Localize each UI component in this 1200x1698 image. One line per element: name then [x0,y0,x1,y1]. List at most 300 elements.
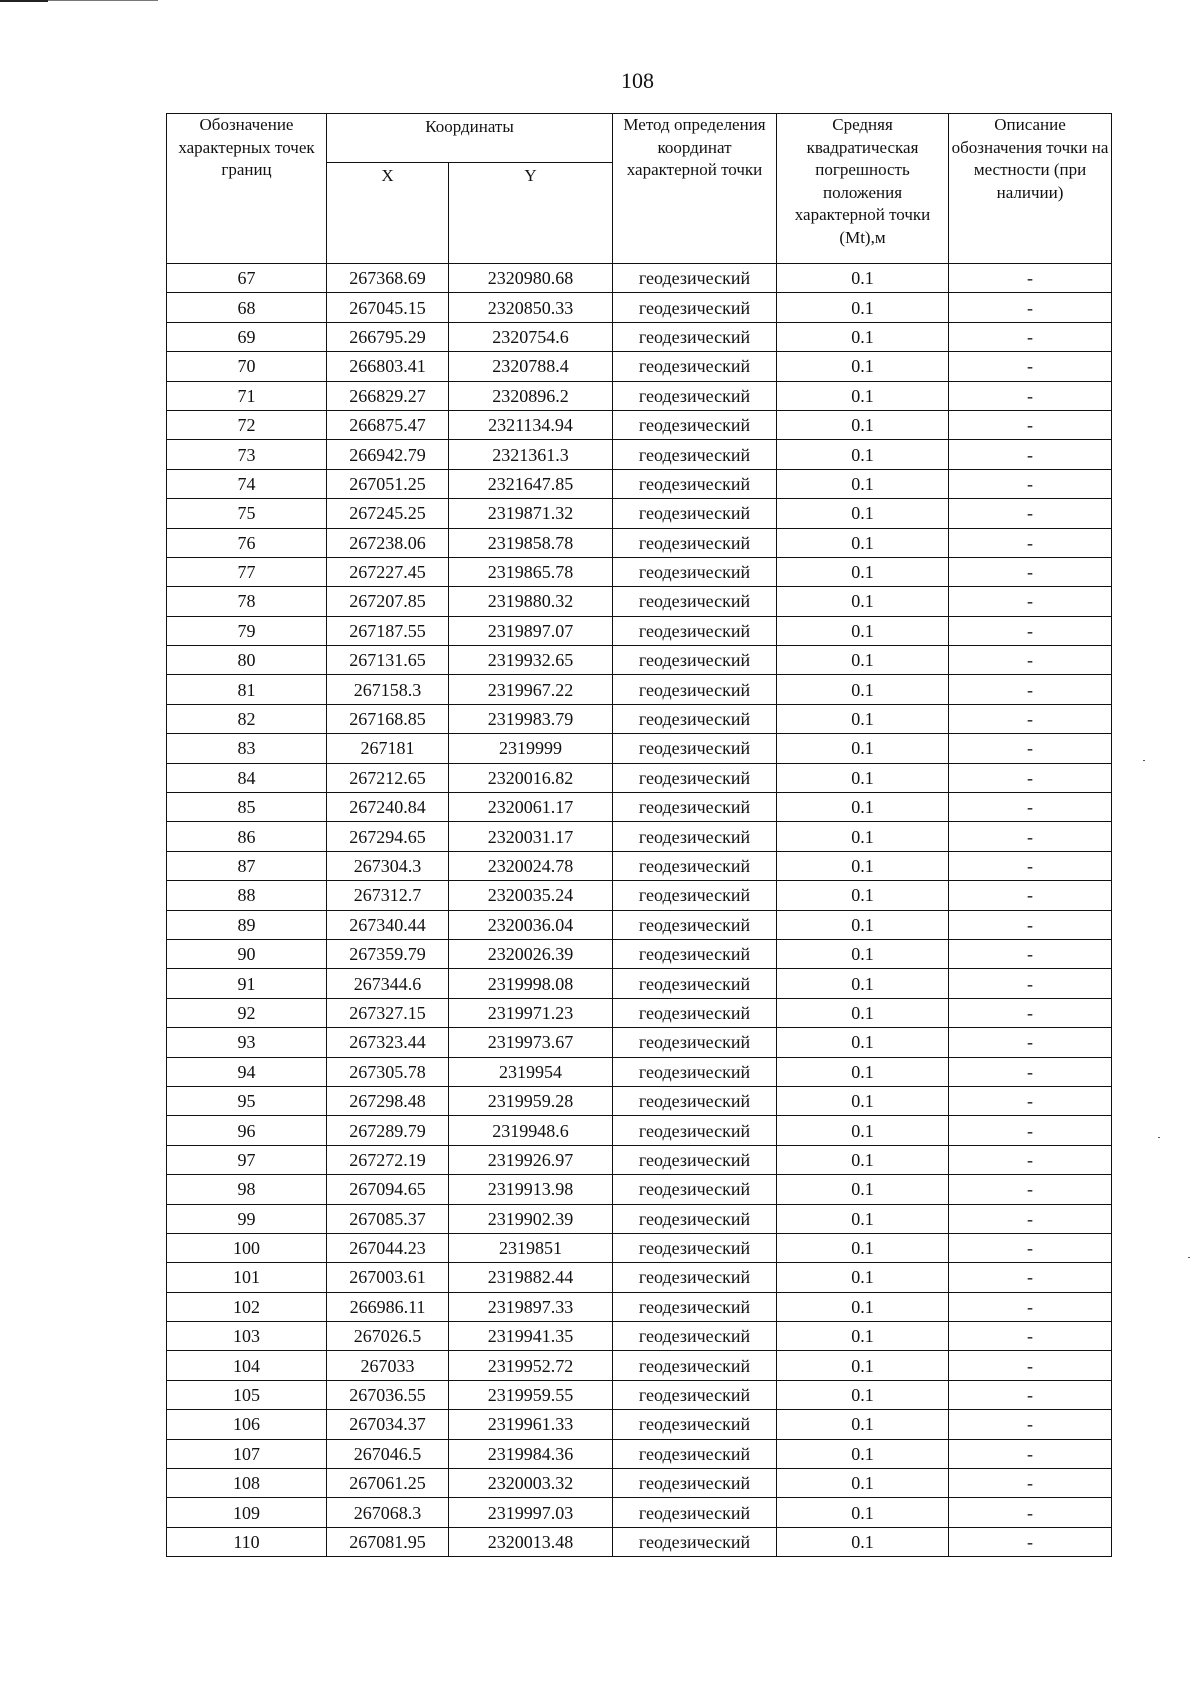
table-row [167,1351,1112,1380]
cell-x: 267085.37 [327,1204,449,1233]
cell-x: 267044.23 [327,1233,449,1262]
cell-y: 2319851 [449,1233,613,1262]
cell-method: геодезический [613,1057,777,1086]
table-row [167,910,1112,939]
cell-error: 0.1 [777,910,949,939]
cell-error: 0.1 [777,881,949,910]
cell-error: 0.1 [777,1292,949,1321]
cell-description: - [949,499,1112,528]
cell-point: 109 [167,1498,327,1527]
cell-y: 2319971.23 [449,998,613,1027]
cell-description: - [949,1233,1112,1262]
cell-y: 2320788.4 [449,352,613,381]
cell-error: 0.1 [777,1263,949,1292]
cell-y: 2319902.39 [449,1204,613,1233]
header-description: Описание обозначения точки на местности (при наличии) [949,114,1112,264]
table-row [167,1145,1112,1174]
cell-x: 267131.65 [327,646,449,675]
cell-point: 86 [167,822,327,851]
cell-x: 266875.47 [327,410,449,439]
cell-y: 2319858.78 [449,528,613,557]
table-row [167,1233,1112,1262]
cell-description: - [949,293,1112,322]
cell-y: 2319954 [449,1057,613,1086]
cell-point: 101 [167,1263,327,1292]
cell-y: 2319998.08 [449,969,613,998]
cell-x: 267046.5 [327,1439,449,1468]
table-row [167,1439,1112,1468]
header-method: Метод определения координат характерной точки [613,114,777,264]
cell-description: - [949,528,1112,557]
table-header [167,114,1112,264]
cell-description: - [949,1057,1112,1086]
cell-error: 0.1 [777,969,949,998]
cell-y: 2319926.97 [449,1145,613,1174]
scan-speck [1143,760,1145,761]
cell-error: 0.1 [777,616,949,645]
cell-y: 2319952.72 [449,1351,613,1380]
cell-error: 0.1 [777,1028,949,1057]
cell-error: 0.1 [777,1439,949,1468]
cell-description: - [949,1322,1112,1351]
cell-y: 2320013.48 [449,1527,613,1556]
table-row [167,939,1112,968]
cell-x: 267168.85 [327,704,449,733]
cell-description: - [949,704,1112,733]
cell-description: - [949,822,1112,851]
cell-y: 2319984.36 [449,1439,613,1468]
cell-y: 2320980.68 [449,264,613,293]
cell-method: геодезический [613,1086,777,1115]
cell-method: геодезический [613,763,777,792]
cell-x: 267061.25 [327,1469,449,1498]
cell-description: - [949,1439,1112,1468]
cell-method: геодезический [613,264,777,293]
cell-description: - [949,998,1112,1027]
cell-x: 267026.5 [327,1322,449,1351]
table-row [167,1380,1112,1409]
cell-x: 266795.29 [327,322,449,351]
cell-y: 2320896.2 [449,381,613,410]
cell-point: 71 [167,381,327,410]
cell-method: геодезический [613,1116,777,1145]
cell-error: 0.1 [777,293,949,322]
cell-point: 76 [167,528,327,557]
cell-x: 267212.65 [327,763,449,792]
cell-method: геодезический [613,322,777,351]
cell-description: - [949,851,1112,880]
scan-speck [1158,1137,1160,1138]
table-row [167,587,1112,616]
cell-description: - [949,881,1112,910]
header-x: X [327,163,449,264]
cell-y: 2319973.67 [449,1028,613,1057]
cell-x: 267081.95 [327,1527,449,1556]
cell-error: 0.1 [777,675,949,704]
table-row [167,352,1112,381]
cell-x: 267240.84 [327,793,449,822]
table-row [167,1116,1112,1145]
cell-point: 106 [167,1410,327,1439]
cell-point: 69 [167,322,327,351]
cell-y: 2320024.78 [449,851,613,880]
cell-y: 2321134.94 [449,410,613,439]
cell-error: 0.1 [777,763,949,792]
cell-x: 267033 [327,1351,449,1380]
cell-y: 2320754.6 [449,322,613,351]
table-row [167,1469,1112,1498]
cell-point: 75 [167,499,327,528]
cell-error: 0.1 [777,557,949,586]
cell-method: геодезический [613,499,777,528]
cell-method: геодезический [613,734,777,763]
cell-description: - [949,410,1112,439]
table-row [167,704,1112,733]
cell-point: 92 [167,998,327,1027]
cell-y: 2320003.32 [449,1469,613,1498]
cell-error: 0.1 [777,587,949,616]
cell-method: геодезический [613,675,777,704]
cell-point: 81 [167,675,327,704]
table-row [167,1292,1112,1321]
cell-error: 0.1 [777,528,949,557]
cell-error: 0.1 [777,1086,949,1115]
cell-description: - [949,469,1112,498]
table-row [167,734,1112,763]
cell-x: 267272.19 [327,1145,449,1174]
table-row [167,1057,1112,1086]
cell-point: 83 [167,734,327,763]
cell-error: 0.1 [777,939,949,968]
cell-description: - [949,1086,1112,1115]
cell-description: - [949,1263,1112,1292]
table-row [167,1410,1112,1439]
cell-method: геодезический [613,910,777,939]
cell-method: геодезический [613,851,777,880]
cell-method: геодезический [613,1263,777,1292]
cell-point: 102 [167,1292,327,1321]
cell-x: 267340.44 [327,910,449,939]
cell-point: 87 [167,851,327,880]
cell-x: 267045.15 [327,293,449,322]
cell-method: геодезический [613,440,777,469]
table-row [167,822,1112,851]
cell-method: геодезический [613,381,777,410]
table-row [167,1204,1112,1233]
cell-y: 2321361.3 [449,440,613,469]
cell-description: - [949,1410,1112,1439]
cell-error: 0.1 [777,734,949,763]
cell-x: 267312.7 [327,881,449,910]
cell-x: 266829.27 [327,381,449,410]
cell-point: 104 [167,1351,327,1380]
cell-point: 88 [167,881,327,910]
cell-x: 266986.11 [327,1292,449,1321]
cell-y: 2320016.82 [449,763,613,792]
cell-description: - [949,646,1112,675]
cell-description: - [949,440,1112,469]
cell-method: геодезический [613,557,777,586]
cell-point: 93 [167,1028,327,1057]
table-row [167,763,1112,792]
cell-x: 267289.79 [327,1116,449,1145]
cell-description: - [949,1175,1112,1204]
cell-method: геодезический [613,646,777,675]
cell-point: 90 [167,939,327,968]
cell-description: - [949,1351,1112,1380]
table-body [167,264,1112,1557]
cell-x: 267304.3 [327,851,449,880]
cell-point: 77 [167,557,327,586]
cell-description: - [949,763,1112,792]
cell-method: геодезический [613,616,777,645]
table-row [167,410,1112,439]
cell-method: геодезический [613,969,777,998]
cell-point: 84 [167,763,327,792]
table-row [167,1086,1112,1115]
table-row [167,293,1112,322]
cell-x: 267294.65 [327,822,449,851]
cell-method: геодезический [613,1145,777,1174]
table-row [167,646,1112,675]
table-row [167,469,1112,498]
cell-method: геодезический [613,1028,777,1057]
cell-error: 0.1 [777,822,949,851]
table-row [167,1322,1112,1351]
cell-error: 0.1 [777,469,949,498]
cell-point: 110 [167,1527,327,1556]
cell-x: 267359.79 [327,939,449,968]
cell-x: 267305.78 [327,1057,449,1086]
cell-error: 0.1 [777,851,949,880]
cell-description: - [949,557,1112,586]
cell-y: 2319948.6 [449,1116,613,1145]
cell-description: - [949,1292,1112,1321]
cell-method: геодезический [613,587,777,616]
cell-method: геодезический [613,1469,777,1498]
cell-error: 0.1 [777,1233,949,1262]
cell-point: 79 [167,616,327,645]
cell-error: 0.1 [777,1469,949,1498]
header-coordinates: Координаты [327,114,613,163]
table-row [167,1028,1112,1057]
cell-point: 108 [167,1469,327,1498]
cell-description: - [949,1498,1112,1527]
cell-point: 67 [167,264,327,293]
cell-error: 0.1 [777,1145,949,1174]
cell-y: 2320026.39 [449,939,613,968]
cell-x: 267003.61 [327,1263,449,1292]
cell-error: 0.1 [777,646,949,675]
table-row [167,998,1112,1027]
cell-y: 2319897.33 [449,1292,613,1321]
cell-y: 2319880.32 [449,587,613,616]
cell-x: 267158.3 [327,675,449,704]
table-row [167,440,1112,469]
cell-description: - [949,1116,1112,1145]
cell-method: геодезический [613,1322,777,1351]
cell-point: 74 [167,469,327,498]
cell-y: 2319959.55 [449,1380,613,1409]
cell-y: 2319961.33 [449,1410,613,1439]
cell-point: 68 [167,293,327,322]
table-row [167,528,1112,557]
cell-x: 267187.55 [327,616,449,645]
table-row [167,616,1112,645]
cell-error: 0.1 [777,1057,949,1086]
cell-x: 267068.3 [327,1498,449,1527]
cell-description: - [949,675,1112,704]
cell-description: - [949,1469,1112,1498]
scan-edge-mark [48,0,158,1]
cell-error: 0.1 [777,1351,949,1380]
cell-x: 267368.69 [327,264,449,293]
cell-error: 0.1 [777,264,949,293]
table-row [167,969,1112,998]
cell-point: 85 [167,793,327,822]
cell-y: 2320036.04 [449,910,613,939]
cell-error: 0.1 [777,1322,949,1351]
cell-description: - [949,793,1112,822]
cell-point: 95 [167,1086,327,1115]
scan-speck [1188,1257,1190,1258]
cell-description: - [949,616,1112,645]
cell-error: 0.1 [777,440,949,469]
page-number: 108 [621,68,654,93]
cell-error: 0.1 [777,499,949,528]
cell-x: 267036.55 [327,1380,449,1409]
cell-method: геодезический [613,410,777,439]
cell-y: 2319967.22 [449,675,613,704]
cell-point: 96 [167,1116,327,1145]
cell-description: - [949,352,1112,381]
cell-description: - [949,969,1112,998]
cell-method: геодезический [613,939,777,968]
cell-x: 266803.41 [327,352,449,381]
cell-point: 98 [167,1175,327,1204]
cell-description: - [949,1204,1112,1233]
cell-y: 2319897.07 [449,616,613,645]
cell-y: 2319882.44 [449,1263,613,1292]
scan-edge-mark [0,0,48,2]
cell-x: 267344.6 [327,969,449,998]
cell-point: 70 [167,352,327,381]
cell-description: - [949,910,1112,939]
cell-point: 97 [167,1145,327,1174]
cell-point: 100 [167,1233,327,1262]
cell-method: геодезический [613,1380,777,1409]
cell-point: 82 [167,704,327,733]
cell-x: 267051.25 [327,469,449,498]
cell-error: 0.1 [777,352,949,381]
cell-y: 2320061.17 [449,793,613,822]
cell-point: 80 [167,646,327,675]
cell-x: 267181 [327,734,449,763]
cell-description: - [949,587,1112,616]
cell-error: 0.1 [777,1527,949,1556]
cell-error: 0.1 [777,704,949,733]
cell-method: геодезический [613,1351,777,1380]
table-row [167,557,1112,586]
cell-description: - [949,381,1112,410]
cell-y: 2319999 [449,734,613,763]
cell-y: 2320850.33 [449,293,613,322]
cell-y: 2319913.98 [449,1175,613,1204]
cell-method: геодезический [613,1410,777,1439]
cell-point: 91 [167,969,327,998]
table-row [167,675,1112,704]
cell-description: - [949,1527,1112,1556]
cell-method: геодезический [613,822,777,851]
cell-method: геодезический [613,1498,777,1527]
cell-method: геодезический [613,352,777,381]
table-row [167,881,1112,910]
table-row [167,1527,1112,1556]
cell-error: 0.1 [777,1410,949,1439]
cell-x: 267034.37 [327,1410,449,1439]
cell-x: 267094.65 [327,1175,449,1204]
cell-point: 78 [167,587,327,616]
cell-method: геодезический [613,1175,777,1204]
cell-method: геодезический [613,881,777,910]
cell-description: - [949,734,1112,763]
cell-method: геодезический [613,293,777,322]
cell-method: геодезический [613,704,777,733]
table-row [167,1263,1112,1292]
cell-description: - [949,939,1112,968]
cell-method: геодезический [613,1527,777,1556]
cell-error: 0.1 [777,1175,949,1204]
cell-point: 72 [167,410,327,439]
cell-y: 2319983.79 [449,704,613,733]
table-row [167,793,1112,822]
cell-error: 0.1 [777,410,949,439]
cell-y: 2319959.28 [449,1086,613,1115]
cell-y: 2319932.65 [449,646,613,675]
cell-point: 73 [167,440,327,469]
cell-error: 0.1 [777,1498,949,1527]
cell-point: 94 [167,1057,327,1086]
cell-error: 0.1 [777,381,949,410]
cell-error: 0.1 [777,322,949,351]
cell-method: геодезический [613,469,777,498]
cell-error: 0.1 [777,1380,949,1409]
cell-error: 0.1 [777,998,949,1027]
cell-method: геодезический [613,793,777,822]
cell-point: 107 [167,1439,327,1468]
cell-description: - [949,264,1112,293]
cell-point: 103 [167,1322,327,1351]
cell-y: 2321647.85 [449,469,613,498]
cell-description: - [949,1145,1112,1174]
header-point: Обозначение характерных точек границ [167,114,327,264]
table-row [167,322,1112,351]
cell-y: 2319997.03 [449,1498,613,1527]
cell-x: 267245.25 [327,499,449,528]
table-row [167,1498,1112,1527]
header-error: Средняя квадратическая погрешность положения характерной точки (Mt),м [777,114,949,264]
cell-error: 0.1 [777,1116,949,1145]
cell-y: 2319941.35 [449,1322,613,1351]
cell-x: 267207.85 [327,587,449,616]
cell-x: 267323.44 [327,1028,449,1057]
table-row [167,499,1112,528]
table-row [167,851,1112,880]
cell-description: - [949,1028,1112,1057]
cell-point: 105 [167,1380,327,1409]
cell-error: 0.1 [777,793,949,822]
cell-method: геодезический [613,1233,777,1262]
